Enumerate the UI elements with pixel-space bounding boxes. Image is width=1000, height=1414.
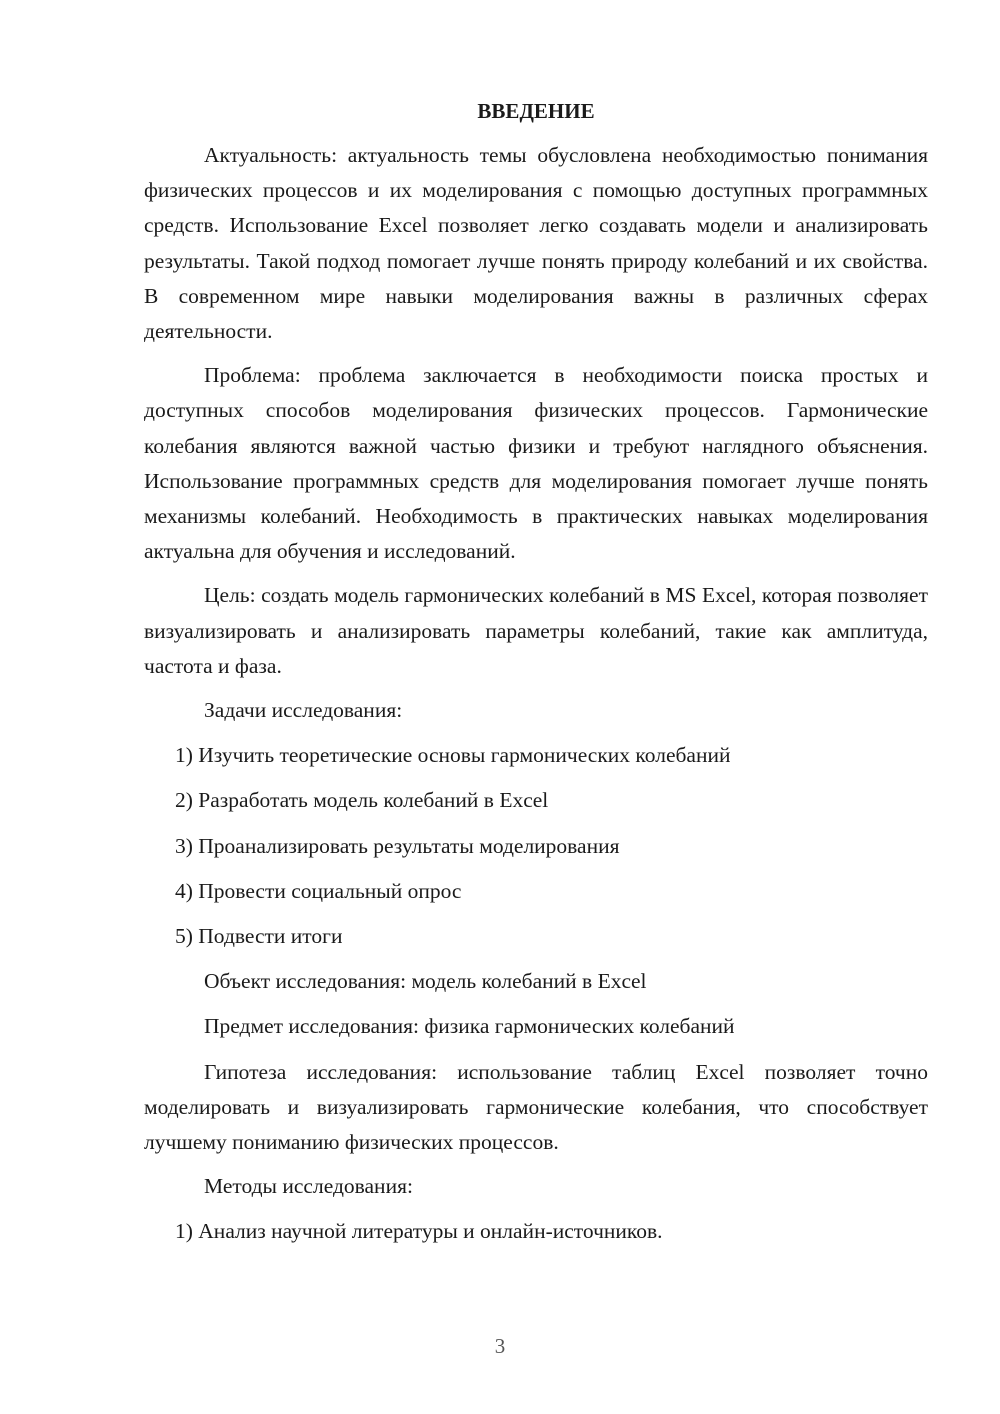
page-title: ВВЕДЕНИЕ: [477, 99, 595, 123]
tasks-heading: Задачи исследования:: [204, 698, 403, 723]
task-item: 2) Разработать модель колебаний в Excel: [175, 788, 549, 813]
task-item: 5) Подвести итоги: [175, 924, 343, 949]
hypothesis-paragraph: Гипотеза исследования: использование таблиц Excel позволяет точно моделировать и визуализировать гармонические колебания, что способствует лучшему пониманию физических процессов.: [144, 1059, 928, 1155]
task-item: 4) Провести социальный опрос: [175, 878, 462, 903]
document-page: [144, 95, 928, 1260]
research-subject: Предмет исследования: физика гармонических колебаний: [204, 1014, 735, 1039]
methods-heading: Методы исследования:: [204, 1174, 413, 1199]
page-number: 3: [494, 1334, 506, 1358]
problem-paragraph: Проблема: проблема заключается в необходимости поиска простых и доступных способов моделирования физических процессов. Гармонические колебания являются важной частью физики и требуют наглядного объяснения. Использование программных средств для моделирования помогает лучше понять механизмы колебаний. Необходимость в практических навыках моделирования актуальна для обучения и исследований.: [144, 363, 928, 564]
relevance-paragraph: Актуальность: актуальность темы обусловлена необходимостью понимания физических процессов и их моделирования с помощью доступных программных средств. Использование Excel позволяет легко создавать модели и анализировать результаты. Такой подход помогает лучше понять природу колебаний и их свойства. В современном мире навыки моделирования важны в различных сферах деятельности.: [144, 143, 928, 344]
task-item: 3) Проанализировать результаты моделирования: [175, 833, 620, 858]
goal-paragraph: Цель: создать модель гармонических колебаний в MS Excel, которая позволяет визуализировать и анализировать параметры колебаний, такие как амплитуда, частота и фаза.: [144, 583, 928, 678]
task-item: 1) Изучить теоретические основы гармонических колебаний: [175, 743, 731, 768]
method-item: 1) Анализ научной литературы и онлайн-источников.: [175, 1219, 663, 1244]
research-object: Объект исследования: модель колебаний в Excel: [204, 969, 647, 994]
